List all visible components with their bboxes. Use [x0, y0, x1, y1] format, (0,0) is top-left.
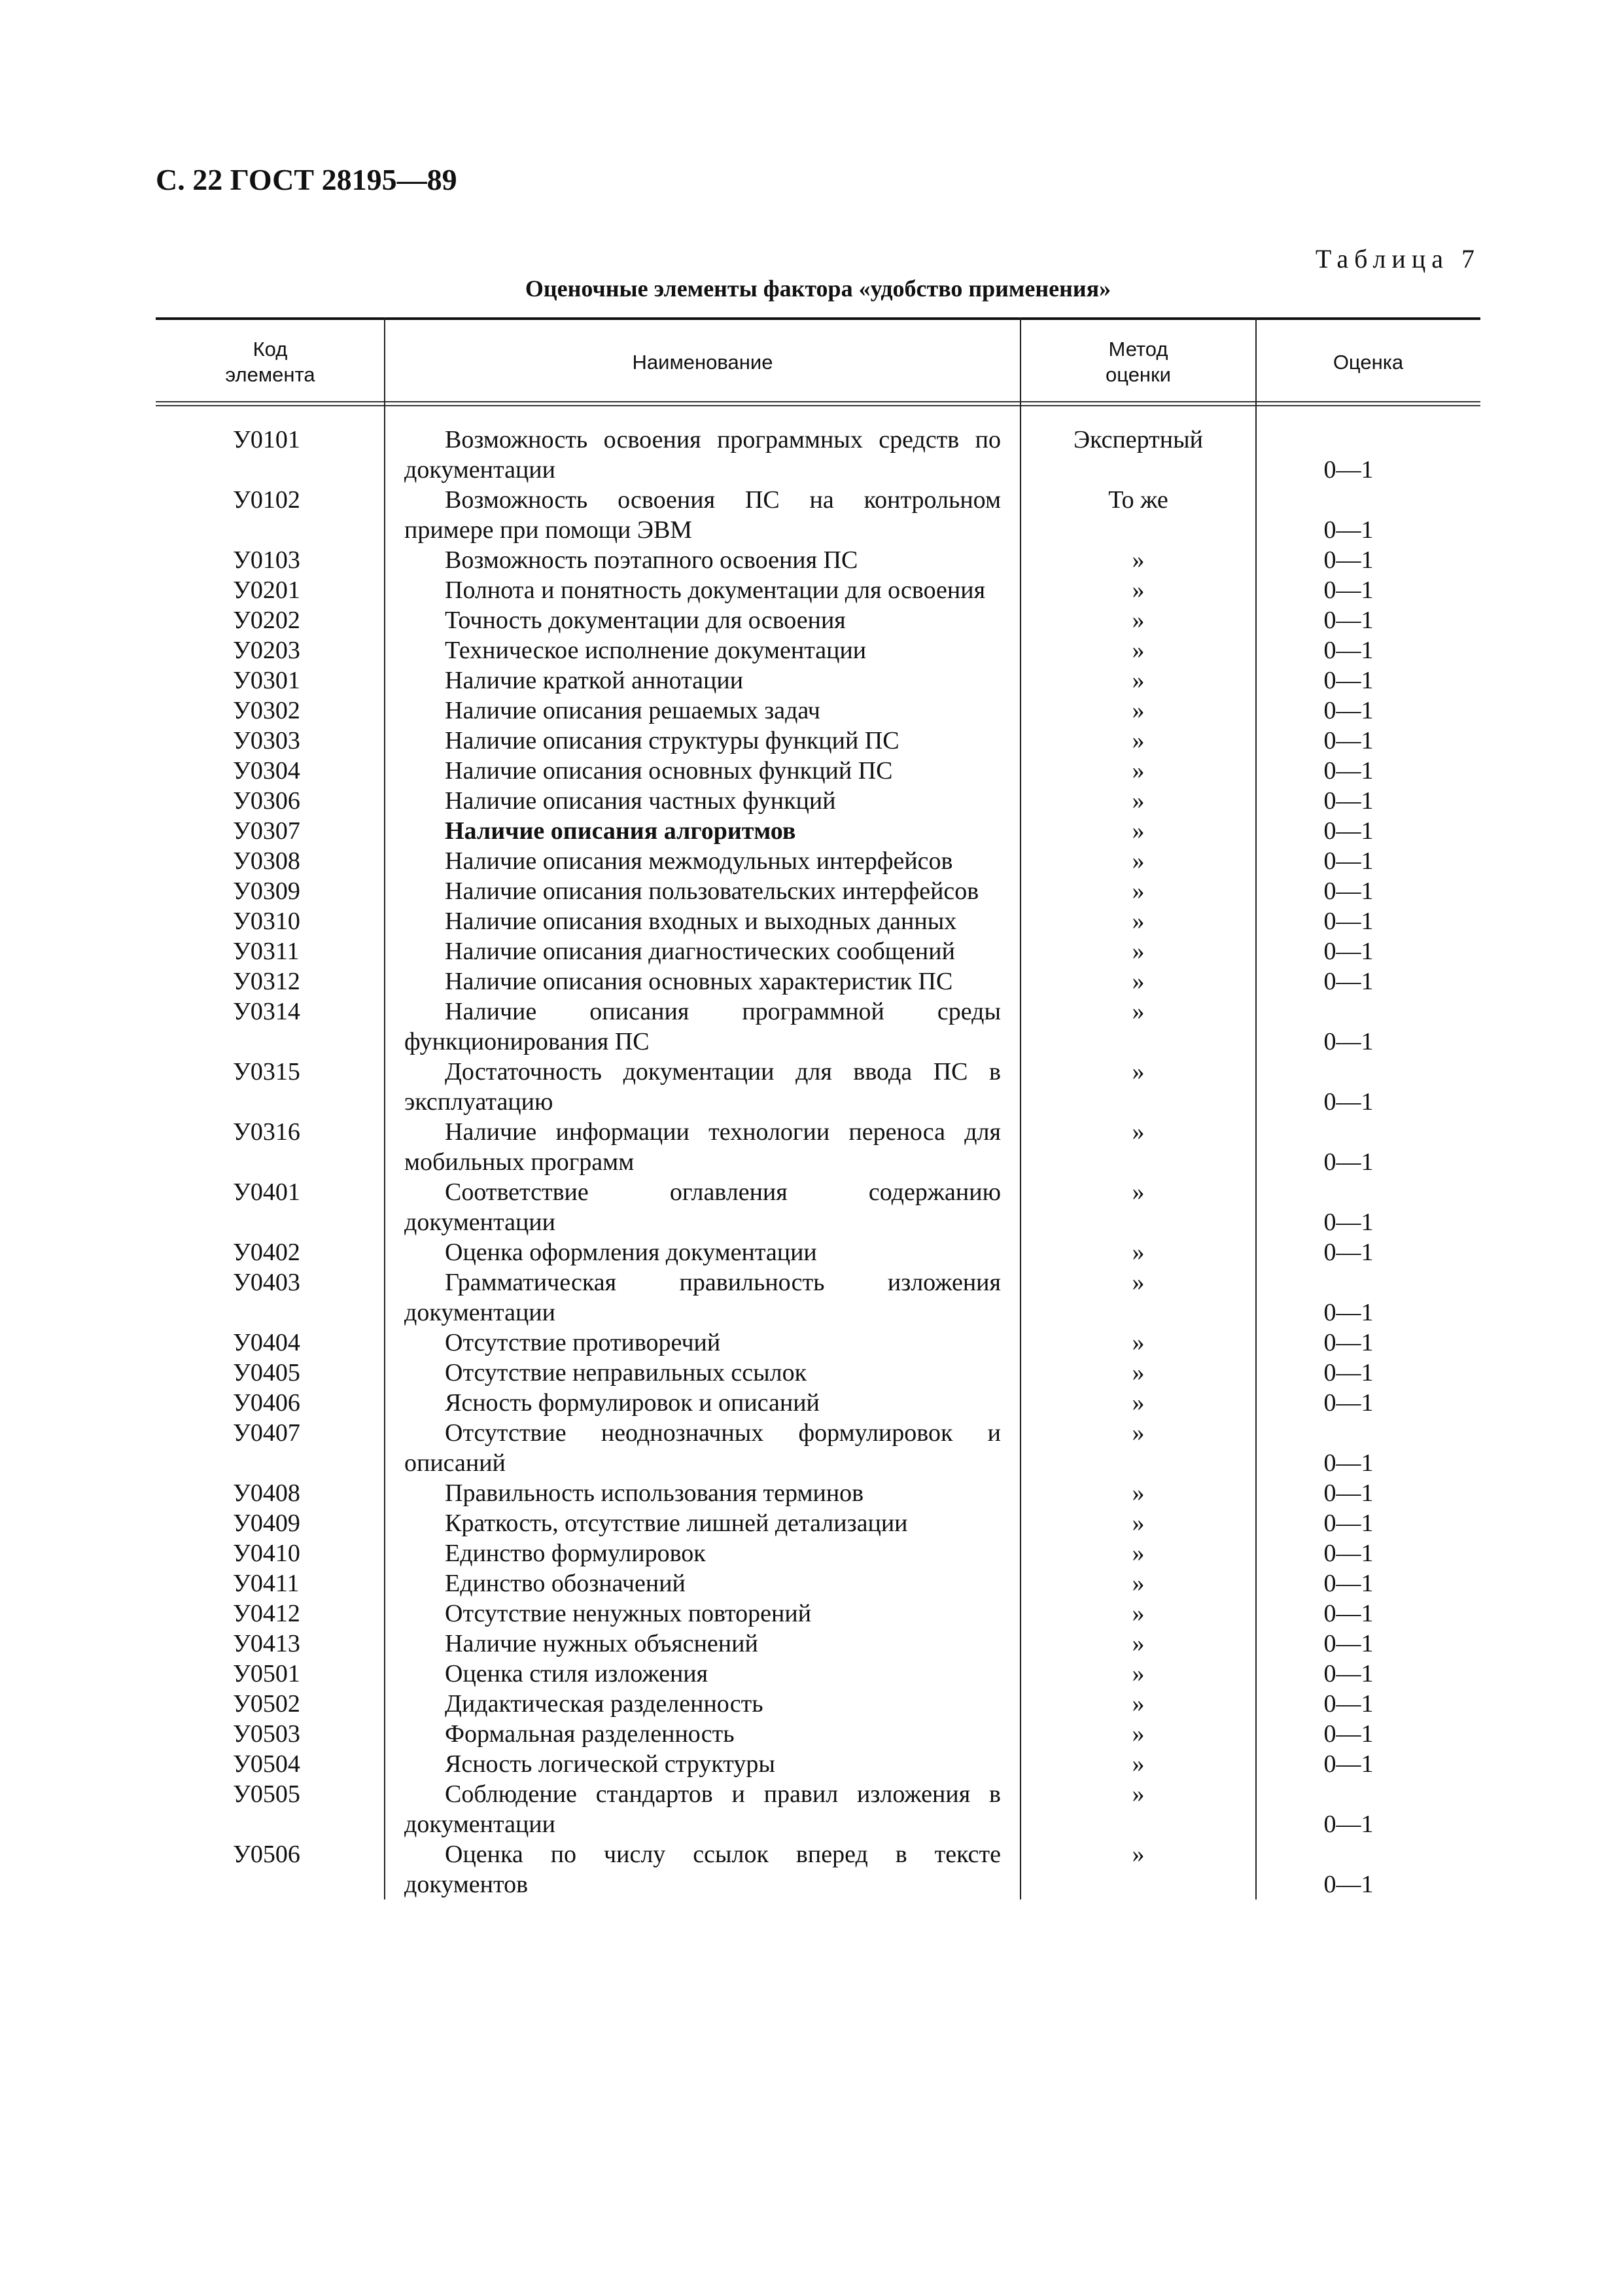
- element-name-cell: [385, 696, 1021, 726]
- element-name-cell: [385, 1388, 1021, 1418]
- element-name: Техническое исполнение документации: [445, 637, 867, 664]
- evaluation-method: »: [1132, 1269, 1145, 1296]
- evaluation-method: »: [1132, 1540, 1145, 1567]
- score-value: 0—1: [1323, 1389, 1374, 1417]
- score-cell: [1256, 786, 1480, 816]
- element-name-cell: [385, 545, 1021, 575]
- element-name: Наличие описания основных функций ПС: [445, 757, 893, 785]
- element-code: У0312: [233, 968, 300, 995]
- score-value: 0—1: [1323, 456, 1374, 484]
- score-cell: [1256, 1418, 1480, 1478]
- header-name: Наименование: [632, 350, 773, 374]
- table-row: [156, 1057, 1480, 1117]
- element-code: У0316: [233, 1118, 300, 1146]
- table-row: [156, 1659, 1480, 1689]
- element-name: Единство формулировок: [445, 1540, 706, 1567]
- element-name-cell: [385, 1689, 1021, 1719]
- table-row: [156, 1719, 1480, 1749]
- element-code: У0202: [233, 607, 300, 634]
- page-header: С. 22 ГОСТ 28195—89: [156, 163, 457, 196]
- element-name: Отсутствие противоречий: [445, 1329, 721, 1356]
- score-cell: [1256, 1508, 1480, 1538]
- element-name-cell: [385, 425, 1021, 485]
- score-value: 0—1: [1323, 787, 1374, 815]
- score-cell: [1256, 846, 1480, 876]
- element-code: У0307: [233, 817, 300, 845]
- element-code: У0503: [233, 1720, 300, 1748]
- element-code: У0303: [233, 727, 300, 754]
- element-code: У0404: [233, 1329, 300, 1356]
- score-cell: [1256, 936, 1480, 966]
- score-cell: [1256, 1629, 1480, 1659]
- element-name: Наличие описания пользовательских интерфейсов: [445, 877, 979, 905]
- table-row: [156, 726, 1480, 756]
- evaluation-method: »: [1132, 757, 1145, 785]
- element-name-cell: [385, 936, 1021, 966]
- table-caption: Оценочные элементы фактора «удобство применения»: [525, 275, 1111, 302]
- table-row: [156, 1839, 1480, 1899]
- evaluation-method: »: [1132, 1841, 1145, 1868]
- score-value: 0—1: [1323, 516, 1374, 544]
- table-row: [156, 1267, 1480, 1328]
- table-row: [156, 1568, 1480, 1598]
- table-row: [156, 1328, 1480, 1358]
- score-cell: [1256, 1538, 1480, 1568]
- element-name-cell: [385, 1237, 1021, 1267]
- element-name-cell: [385, 997, 1021, 1057]
- score-cell: [1256, 1388, 1480, 1418]
- score-cell: [1256, 906, 1480, 936]
- score-value: 0—1: [1323, 1540, 1374, 1567]
- table-row: [156, 635, 1480, 665]
- element-code: У0309: [233, 877, 300, 905]
- element-code: У0201: [233, 576, 300, 604]
- evaluation-method: »: [1132, 1600, 1145, 1627]
- score-value: 0—1: [1323, 1871, 1374, 1898]
- score-value: 0—1: [1323, 546, 1374, 574]
- element-name: Наличие описания алгоритмов: [445, 817, 796, 845]
- score-value: 0—1: [1323, 817, 1374, 845]
- element-name: Наличие описания основных характеристик ПС: [445, 968, 953, 995]
- score-value: 0—1: [1323, 1750, 1374, 1778]
- element-name: Дидактическая разделенность: [445, 1690, 763, 1718]
- table-row: [156, 1629, 1480, 1659]
- evaluation-method: »: [1132, 1660, 1145, 1687]
- element-code: У0402: [233, 1239, 300, 1266]
- score-value: 0—1: [1323, 908, 1374, 935]
- element-name-cell: [385, 1267, 1021, 1328]
- element-name: Формальная разделенность: [445, 1720, 735, 1748]
- element-code: У0103: [233, 546, 300, 574]
- score-value: 0—1: [1323, 697, 1374, 724]
- element-name: Грамматическая правильность изложения документации: [404, 1269, 1001, 1326]
- element-name-cell: [385, 1358, 1021, 1388]
- score-value: 0—1: [1323, 1570, 1374, 1597]
- element-code: У0102: [233, 486, 300, 514]
- element-name-cell: [385, 1749, 1021, 1779]
- element-name: Наличие описания межмодульных интерфейсов: [445, 847, 953, 875]
- score-cell: [1256, 605, 1480, 635]
- score-cell: [1256, 425, 1480, 485]
- element-code: У0505: [233, 1780, 300, 1808]
- evaluation-method: »: [1132, 727, 1145, 754]
- column-divider: [1255, 317, 1257, 1899]
- element-name: Краткость, отсутствие лишней детализации: [445, 1510, 908, 1537]
- evaluation-method: »: [1132, 908, 1145, 935]
- element-name-cell: [385, 1478, 1021, 1508]
- evaluation-method: »: [1132, 1780, 1145, 1808]
- score-value: 0—1: [1323, 1329, 1374, 1356]
- score-cell: [1256, 1478, 1480, 1508]
- evaluation-method: »: [1132, 576, 1145, 604]
- evaluation-method: »: [1132, 1178, 1145, 1206]
- element-name: Возможность поэтапного освоения ПС: [445, 546, 858, 574]
- evaluation-method: »: [1132, 1118, 1145, 1146]
- table-row: [156, 1749, 1480, 1779]
- element-name: Точность документации для освоения: [445, 607, 846, 634]
- score-cell: [1256, 1057, 1480, 1117]
- score-cell: [1256, 1568, 1480, 1598]
- element-name-cell: [385, 605, 1021, 635]
- element-code: У0412: [233, 1600, 300, 1627]
- element-name-cell: [385, 876, 1021, 906]
- evaluation-method: »: [1132, 1479, 1145, 1507]
- score-cell: [1256, 1689, 1480, 1719]
- element-code: У0408: [233, 1479, 300, 1507]
- element-name-cell: [385, 1508, 1021, 1538]
- score-cell: [1256, 1779, 1480, 1839]
- score-value: 0—1: [1323, 1299, 1374, 1326]
- score-value: 0—1: [1323, 1600, 1374, 1627]
- element-name-cell: [385, 485, 1021, 545]
- table-row: [156, 936, 1480, 966]
- element-name-cell: [385, 816, 1021, 846]
- table-label: Таблица 7: [1315, 244, 1480, 274]
- score-cell: [1256, 876, 1480, 906]
- evaluation-method: »: [1132, 1058, 1145, 1086]
- score-cell: [1256, 966, 1480, 997]
- column-divider: [1020, 317, 1021, 1899]
- evaluation-method: »: [1132, 1750, 1145, 1778]
- table-header: [156, 317, 1480, 405]
- table-row: [156, 1388, 1480, 1418]
- score-cell: [1256, 1659, 1480, 1689]
- table-row: [156, 1418, 1480, 1478]
- element-name-cell: [385, 1057, 1021, 1117]
- evaluation-method: »: [1132, 1419, 1145, 1447]
- evaluation-method: »: [1132, 1720, 1145, 1748]
- element-code: У0315: [233, 1058, 300, 1086]
- element-code: У0401: [233, 1178, 300, 1206]
- table-row: [156, 545, 1480, 575]
- table-row: [156, 425, 1480, 485]
- element-code: У0302: [233, 697, 300, 724]
- table-body: [156, 405, 1480, 1899]
- element-name-cell: [385, 1598, 1021, 1629]
- element-name-cell: [385, 1659, 1021, 1689]
- element-name-cell: [385, 1719, 1021, 1749]
- element-name: Ясность формулировок и описаний: [445, 1389, 820, 1417]
- score-value: 0—1: [1323, 938, 1374, 965]
- score-value: 0—1: [1323, 968, 1374, 995]
- header-score: Оценка: [1333, 350, 1404, 374]
- evaluation-table: [156, 317, 1480, 1899]
- element-name-cell: [385, 1177, 1021, 1237]
- element-name: Оценка по числу ссылок вперед в тексте документов: [404, 1841, 1001, 1898]
- element-name: Наличие нужных объяснений: [445, 1630, 758, 1657]
- element-code: У0407: [233, 1419, 300, 1447]
- element-code: У0403: [233, 1269, 300, 1296]
- table-row: [156, 1538, 1480, 1568]
- element-code: У0301: [233, 667, 300, 694]
- element-code: У0413: [233, 1630, 300, 1657]
- score-value: 0—1: [1323, 637, 1374, 664]
- score-cell: [1256, 816, 1480, 846]
- score-cell: [1256, 1358, 1480, 1388]
- element-name-cell: [385, 1538, 1021, 1568]
- element-name: Соблюдение стандартов и правил изложения в документации: [404, 1780, 1001, 1838]
- element-name: Наличие краткой аннотации: [445, 667, 744, 694]
- table-row: [156, 696, 1480, 726]
- evaluation-method: »: [1132, 1239, 1145, 1266]
- score-value: 0—1: [1323, 727, 1374, 754]
- score-value: 0—1: [1323, 1209, 1374, 1236]
- element-name-cell: [385, 1568, 1021, 1598]
- score-cell: [1256, 1598, 1480, 1629]
- element-name-cell: [385, 846, 1021, 876]
- evaluation-method: »: [1132, 1359, 1145, 1386]
- score-value: 0—1: [1323, 1088, 1374, 1116]
- element-name: Возможность освоения программных средств по документации: [404, 426, 1001, 484]
- table-row: [156, 575, 1480, 605]
- element-name: Наличие информации технологии переноса для мобильных программ: [404, 1118, 1001, 1176]
- score-value: 0—1: [1323, 1630, 1374, 1657]
- element-name-cell: [385, 1629, 1021, 1659]
- score-cell: [1256, 485, 1480, 545]
- evaluation-method: »: [1132, 968, 1145, 995]
- element-name: Соответствие оглавления содержанию документации: [404, 1178, 1001, 1236]
- element-code: У0310: [233, 908, 300, 935]
- element-name: Оценка стиля изложения: [445, 1660, 708, 1687]
- score-value: 0—1: [1323, 1690, 1374, 1718]
- score-value: 0—1: [1323, 1359, 1374, 1386]
- evaluation-method: »: [1132, 1690, 1145, 1718]
- element-name: Отсутствие ненужных повторений: [445, 1600, 812, 1627]
- element-code: У0311: [233, 938, 300, 965]
- header-method: Метод оценки: [1106, 338, 1171, 386]
- element-code: У0306: [233, 787, 300, 815]
- evaluation-method: »: [1132, 546, 1145, 574]
- score-cell: [1256, 997, 1480, 1057]
- table-row: [156, 997, 1480, 1057]
- element-name: Наличие описания входных и выходных данных: [445, 908, 957, 935]
- element-name-cell: [385, 1117, 1021, 1177]
- score-cell: [1256, 575, 1480, 605]
- score-cell: [1256, 1267, 1480, 1328]
- element-name-cell: [385, 1328, 1021, 1358]
- evaluation-method: »: [1132, 667, 1145, 694]
- table-row: [156, 485, 1480, 545]
- element-code: У0406: [233, 1389, 300, 1417]
- evaluation-method: »: [1132, 1570, 1145, 1597]
- evaluation-method: »: [1132, 938, 1145, 965]
- column-divider: [384, 317, 385, 1899]
- evaluation-method: »: [1132, 1389, 1145, 1417]
- element-name: Наличие описания структуры функций ПС: [445, 727, 899, 754]
- score-value: 0—1: [1323, 877, 1374, 905]
- element-name-cell: [385, 966, 1021, 997]
- score-cell: [1256, 665, 1480, 696]
- evaluation-method: »: [1132, 607, 1145, 634]
- element-code: У0501: [233, 1660, 300, 1687]
- element-code: У0308: [233, 847, 300, 875]
- element-code: У0101: [233, 426, 300, 453]
- element-name: Наличие описания диагностических сообщений: [445, 938, 955, 965]
- score-value: 0—1: [1323, 1028, 1374, 1055]
- table-row: [156, 876, 1480, 906]
- table-row: [156, 605, 1480, 635]
- score-cell: [1256, 1328, 1480, 1358]
- element-name-cell: [385, 726, 1021, 756]
- element-name: Наличие описания программной среды функционирования ПС: [404, 998, 1001, 1055]
- element-name-cell: [385, 1839, 1021, 1899]
- element-code: У0405: [233, 1359, 300, 1386]
- table-row: [156, 756, 1480, 786]
- element-name-cell: [385, 786, 1021, 816]
- table-row: [156, 1237, 1480, 1267]
- element-name: Отсутствие неправильных ссылок: [445, 1359, 807, 1386]
- evaluation-method: Экспертный: [1073, 426, 1203, 453]
- score-value: 0—1: [1323, 576, 1374, 604]
- element-code: У0314: [233, 998, 300, 1025]
- element-name-cell: [385, 635, 1021, 665]
- table-row: [156, 1177, 1480, 1237]
- score-cell: [1256, 1749, 1480, 1779]
- table-row: [156, 1689, 1480, 1719]
- element-name-cell: [385, 756, 1021, 786]
- table-row: [156, 665, 1480, 696]
- score-value: 0—1: [1323, 1479, 1374, 1507]
- score-value: 0—1: [1323, 667, 1374, 694]
- header-code: Код элемента: [225, 338, 315, 386]
- table-row: [156, 1478, 1480, 1508]
- table-row: [156, 1598, 1480, 1629]
- evaluation-method: »: [1132, 817, 1145, 845]
- score-value: 0—1: [1323, 607, 1374, 634]
- element-code: У0409: [233, 1510, 300, 1537]
- element-code: У0502: [233, 1690, 300, 1718]
- element-name: Достаточность документации для ввода ПС в эксплуатацию: [404, 1058, 1001, 1116]
- table-row: [156, 816, 1480, 846]
- element-name: Единство обозначений: [445, 1570, 686, 1597]
- element-code: У0304: [233, 757, 300, 785]
- element-code: У0411: [233, 1570, 300, 1597]
- table-row: [156, 1779, 1480, 1839]
- table-row: [156, 1508, 1480, 1538]
- element-code: У0410: [233, 1540, 300, 1567]
- element-name-cell: [385, 1779, 1021, 1839]
- element-name-cell: [385, 906, 1021, 936]
- element-name-cell: [385, 1418, 1021, 1478]
- element-name-cell: [385, 575, 1021, 605]
- table-row: [156, 966, 1480, 997]
- evaluation-method: »: [1132, 697, 1145, 724]
- element-name: Ясность логической структуры: [445, 1750, 775, 1778]
- element-name: Наличие описания решаемых задач: [445, 697, 820, 724]
- evaluation-method: То же: [1108, 486, 1168, 514]
- element-name: Отсутствие неоднозначных формулировок и описаний: [404, 1419, 1001, 1477]
- score-cell: [1256, 1117, 1480, 1177]
- element-name: Возможность освоения ПС на контрольном примере при помощи ЭВМ: [404, 486, 1001, 544]
- score-cell: [1256, 756, 1480, 786]
- table-row: [156, 786, 1480, 816]
- element-code: У0504: [233, 1750, 300, 1778]
- score-cell: [1256, 1839, 1480, 1899]
- score-cell: [1256, 696, 1480, 726]
- evaluation-method: »: [1132, 847, 1145, 875]
- score-value: 0—1: [1323, 1720, 1374, 1748]
- score-value: 0—1: [1323, 1660, 1374, 1687]
- element-name-cell: [385, 665, 1021, 696]
- table-row: [156, 906, 1480, 936]
- element-code: У0203: [233, 637, 300, 664]
- score-cell: [1256, 1177, 1480, 1237]
- score-value: 0—1: [1323, 847, 1374, 875]
- table-row: [156, 1117, 1480, 1177]
- table-row: [156, 1358, 1480, 1388]
- evaluation-method: »: [1132, 1630, 1145, 1657]
- score-cell: [1256, 1237, 1480, 1267]
- evaluation-method: »: [1132, 637, 1145, 664]
- evaluation-method: »: [1132, 877, 1145, 905]
- score-value: 0—1: [1323, 1449, 1374, 1477]
- score-value: 0—1: [1323, 757, 1374, 785]
- score-cell: [1256, 545, 1480, 575]
- evaluation-method: »: [1132, 998, 1145, 1025]
- score-cell: [1256, 635, 1480, 665]
- score-value: 0—1: [1323, 1239, 1374, 1266]
- table-row: [156, 846, 1480, 876]
- element-code: У0506: [233, 1841, 300, 1868]
- element-name: Оценка оформления документации: [445, 1239, 817, 1266]
- element-name: Полнота и понятность документации для освоения: [445, 576, 986, 604]
- score-value: 0—1: [1323, 1510, 1374, 1537]
- evaluation-method: »: [1132, 1510, 1145, 1537]
- element-name: Правильность использования терминов: [445, 1479, 864, 1507]
- score-value: 0—1: [1323, 1810, 1374, 1838]
- score-cell: [1256, 1719, 1480, 1749]
- element-name: Наличие описания частных функций: [445, 787, 836, 815]
- score-value: 0—1: [1323, 1148, 1374, 1176]
- evaluation-method: »: [1132, 1329, 1145, 1356]
- evaluation-method: »: [1132, 787, 1145, 815]
- score-cell: [1256, 726, 1480, 756]
